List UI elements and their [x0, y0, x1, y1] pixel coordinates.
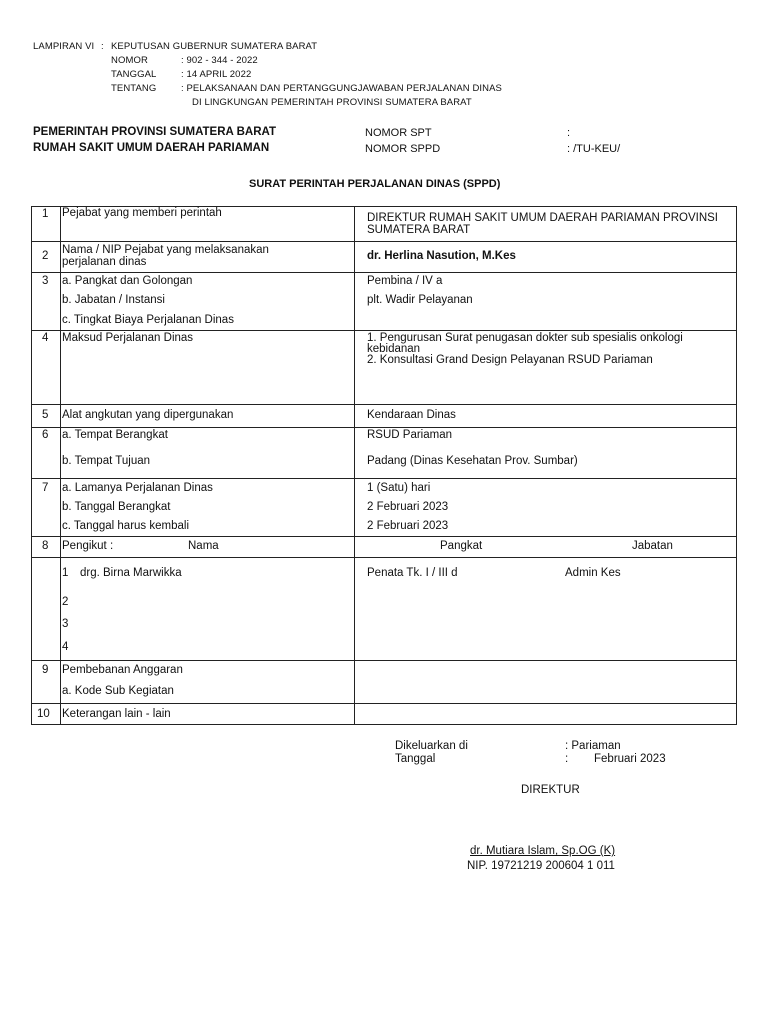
issued-date-colon: :: [565, 753, 569, 765]
row-2-label-line-1: Nama / NIP Pejabat yang melaksanakan: [62, 244, 269, 256]
row-3a-value: Pembina / IV a: [367, 275, 443, 287]
row-7b-label: b. Tanggal Berangkat: [62, 501, 171, 513]
signer-position: DIREKTUR: [521, 784, 580, 796]
row-number: 1: [42, 208, 49, 220]
row-2-label-line-2: perjalanan dinas: [62, 256, 147, 268]
row-number: 3: [42, 275, 49, 287]
row-divider: [32, 427, 736, 428]
spt-label: NOMOR SPT: [365, 127, 432, 139]
row-6b-label: b. Tempat Tujuan: [62, 455, 151, 467]
issued-at-value: : Pariaman: [565, 740, 621, 752]
tentang-value-1: : PELAKSANAAN DAN PERTANGGUNGJAWABAN PERJALANAN DINAS: [181, 83, 502, 94]
row-1-label: Pejabat yang memberi perintah: [62, 207, 222, 219]
follower-name: drg. Birna Marwikka: [80, 567, 182, 579]
follower-number: 2: [62, 596, 69, 608]
row-number: 2: [42, 250, 49, 262]
tanggal-label: TANGGAL: [111, 69, 157, 80]
row-2-value: dr. Herlina Nasution, M.Kes: [367, 250, 516, 262]
issued-at-label: Dikeluarkan di: [395, 740, 468, 752]
follower-number: 1: [62, 567, 69, 579]
tentang-value-2: DI LINGKUNGAN PEMERINTAH PROVINSI SUMATERA BARAT: [192, 97, 472, 108]
tanggal-value: : 14 APRIL 2022: [181, 69, 252, 80]
follower-jabatan: Admin Kes: [565, 567, 621, 579]
row-1-value-line-1: DIREKTUR RUMAH SAKIT UMUM DAERAH PARIAMAN PROVINSI: [367, 212, 719, 224]
row-number: 5: [42, 409, 49, 421]
org-name-1: PEMERINTAH PROVINSI SUMATERA BARAT: [33, 126, 276, 138]
tentang-label: TENTANG: [111, 83, 157, 94]
row-divider: [32, 241, 736, 242]
signer-nip: NIP. 19721219 200604 1 011: [467, 860, 615, 872]
sppd-table: [31, 206, 737, 725]
document-title: SURAT PERINTAH PERJALANAN DINAS (SPPD): [249, 178, 501, 190]
row-7c-label: c. Tanggal harus kembali: [62, 520, 189, 532]
row-4-value-line-1b: kebidanan: [367, 343, 421, 355]
row-divider: [32, 330, 736, 331]
sppd-value: : /TU-KEU/: [567, 143, 621, 155]
followers-jabatan-header: Jabatan: [632, 540, 673, 552]
row-6a-value: RSUD Pariaman: [367, 429, 452, 441]
nomor-value: : 902 - 344 - 2022: [181, 55, 258, 66]
row-number: 10: [37, 708, 50, 720]
row-7b-value: 2 Februari 2023: [367, 501, 449, 513]
row-number: 7: [42, 482, 49, 494]
follower-number: 4: [62, 641, 69, 653]
row-8-label: Pengikut :: [62, 540, 114, 552]
row-divider: [32, 404, 736, 405]
row-4-value-line-1: 1. Pengurusan Surat penugasan dokter sub spesialis onkologi: [367, 332, 683, 344]
row-4-label: Maksud Perjalanan Dinas: [62, 332, 194, 344]
row-5-value: Kendaraan Dinas: [367, 409, 456, 421]
org-name-2: RUMAH SAKIT UMUM DAERAH PARIAMAN: [33, 142, 270, 154]
row-3c-label: c. Tingkat Biaya Perjalanan Dinas: [62, 314, 234, 326]
row-number: 9: [42, 664, 49, 676]
row-divider: [32, 703, 736, 704]
follower-pangkat: Penata Tk. I / III d: [367, 567, 458, 579]
row-3a-label: a. Pangkat dan Golongan: [62, 275, 193, 287]
row-divider: [32, 557, 736, 558]
lampiran-colon: :: [101, 41, 104, 52]
row-10-label: Keterangan lain - lain: [62, 708, 171, 720]
row-6a-label: a. Tempat Berangkat: [62, 429, 168, 441]
sppd-label: NOMOR SPPD: [365, 143, 441, 155]
issued-date-label: Tanggal: [395, 753, 436, 765]
row-number: 4: [42, 332, 49, 344]
issued-date-value: Februari 2023: [594, 753, 666, 765]
row-5-label: Alat angkutan yang dipergunakan: [62, 409, 234, 421]
row-4-value-line-2: 2. Konsultasi Grand Design Pelayanan RSUD Pariaman: [367, 354, 653, 366]
nomor-label: NOMOR: [111, 55, 148, 66]
row-divider: [32, 536, 736, 537]
lampiran-label: LAMPIRAN VI: [33, 41, 95, 52]
row-3b-value: plt. Wadir Pelayanan: [367, 294, 473, 306]
row-7c-value: 2 Februari 2023: [367, 520, 449, 532]
row-number: 6: [42, 429, 49, 441]
row-divider: [32, 272, 736, 273]
followers-name-header: Nama: [188, 540, 219, 552]
row-9-label: Pembebanan Anggaran: [62, 664, 183, 676]
follower-number: 3: [62, 618, 69, 630]
column-divider: [354, 207, 355, 724]
row-divider: [32, 660, 736, 661]
row-1-value-line-2: SUMATERA BARAT: [367, 224, 471, 236]
row-3b-label: b. Jabatan / Instansi: [62, 294, 165, 306]
row-7a-value: 1 (Satu) hari: [367, 482, 431, 494]
followers-pangkat-header: Pangkat: [440, 540, 483, 552]
lampiran-title: KEPUTUSAN GUBERNUR SUMATERA BARAT: [111, 41, 318, 52]
spt-value: :: [567, 127, 571, 139]
row-7a-label: a. Lamanya Perjalanan Dinas: [62, 482, 213, 494]
column-divider: [60, 207, 61, 724]
row-divider: [32, 478, 736, 479]
signer-name: dr. Mutiara Islam, Sp.OG (K): [470, 845, 616, 857]
row-number: 8: [42, 540, 49, 552]
row-6b-value: Padang (Dinas Kesehatan Prov. Sumbar): [367, 455, 578, 467]
row-9a-label: a. Kode Sub Kegiatan: [62, 685, 174, 697]
